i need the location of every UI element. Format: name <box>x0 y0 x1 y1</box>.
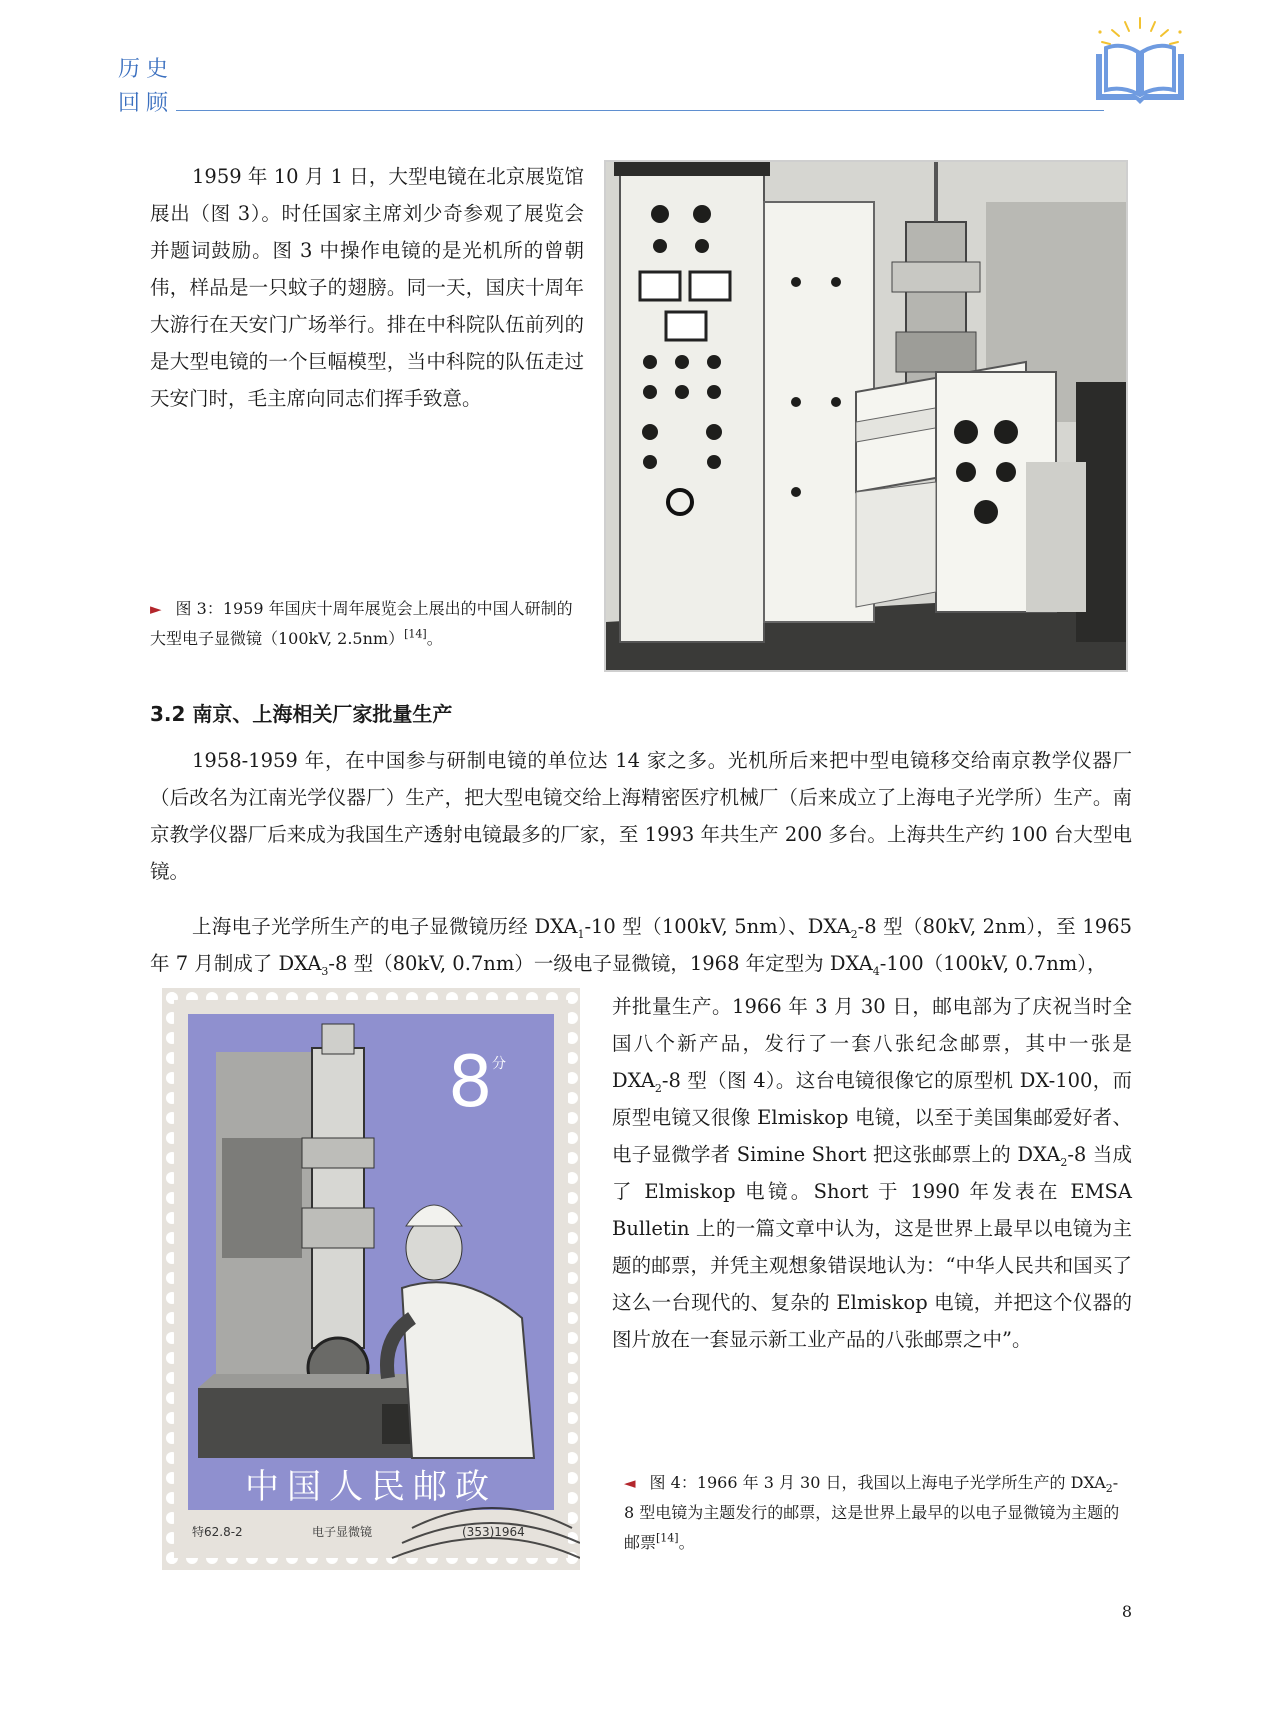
stamp-name: 电子显微镜 <box>312 1525 373 1539</box>
caption-marker-icon: ◄ <box>624 1474 636 1492</box>
figure-3-caption: ► 图 3：1959 年国庆十周年展览会上展出的中国人研制的大型电子显微镜（100kV, 2.5nm）[14]。 <box>150 599 573 648</box>
figure-4-stamp <box>162 988 580 1570</box>
body-paragraph-2: 1958-1959 年，在中国参与研制电镜的单位达 14 家之多。光机所后来把中型电镜移交给南京教学仪器厂（后改名为江南光学仪器厂）生产，把大型电镜交给上海精密医疗机械厂（后来成立了上海电子光学所）生产。南京教学仪器厂后来成为我国生产透射电镜最多的厂家，至 1993 年共生产 200 多台。上海共生产约 100 台大型电镜。 <box>150 749 1132 883</box>
header-title-line2: 回顾 <box>118 91 175 116</box>
stamp-country: 中国人民邮政 <box>245 1467 497 1507</box>
stamp-unit: 分 <box>492 1056 506 1072</box>
header-title-line1: 历史 <box>118 57 175 82</box>
stamp-year: (353)1964 <box>462 1525 525 1539</box>
stamp-code: 特62.8-2 <box>192 1525 243 1539</box>
open-book-icon <box>1090 14 1190 106</box>
stamp-value: 8 <box>448 1041 493 1123</box>
figure-3-photo <box>604 160 1128 672</box>
body-paragraph-4: 并批量生产。1966 年 3 月 30 日，邮电部为了庆祝当时全国八个新产品，发行了一套八张纪念邮票，其中一张是 $DXA_2-8$ 型（图 4）。这台电镜很像它的原型机 DX-100，而原型电镜又很像 Elmiskop 电镜，以至于美国集邮爱好者、电子显微学者 Simine Short 把这张邮票上的 $DXA_2-8$ 当成了 Elmiskop 电镜。Short 于 1990 年发表在 EMSA Bulletin 上的一篇文章中认为，这是世界上最早以电镜为主题的邮票，并凭主观想象错误地认为：“中华人民共和国买了这么一台现代的、复杂的 Elmiskop 电镜，并把这个仪器的图片放在一套显示新工业产品的八张邮票之中”。 <box>612 995 1132 1351</box>
intro-paragraph: 1959 年 10 月 1 日，大型电镜在北京展览馆展出（图 3）。时任国家主席刘少奇参观了展览会并题词鼓励。图 3 中操作电镜的是光机所的曾朝伟，样品是一只蚊子的翅膀。同一天，国庆十周年大游行在天安门广场举行。排在中科院队伍前列的是大型电镜的一个巨幅模型，当中科院的队伍走过天安门时，毛主席向同志们挥手致意。 <box>150 165 584 410</box>
section-heading: 3.2 南京、上海相关厂家批量生产 <box>150 702 453 726</box>
body-paragraph-3: 上海电子光学所生产的电子显微镜历经 $DXA_1-10$ 型（100kV, 5nm）、$DXA_2-8$ 型（80kV, 2nm），至 1965 年 7 月制成了 $DXA_3-8$ 型（80kV, 0.7nm）一级电子显微镜，1968 年定型为 $DXA_4-100(100kV$, 0.7nm）， <box>150 915 1132 978</box>
caption-marker-icon: ► <box>150 600 162 618</box>
page-number: 8 <box>1121 1602 1132 1621</box>
header-rule <box>176 110 1104 111</box>
figure-4-caption: ◄ 图 4：1966 年 3 月 30 日，我国以上海电子光学所生产的 $DXA_2-8$ 型电镜为主题发行的邮票，这是世界上最早的以电子显微镜为主题的邮票[14]。 <box>624 1473 1120 1552</box>
